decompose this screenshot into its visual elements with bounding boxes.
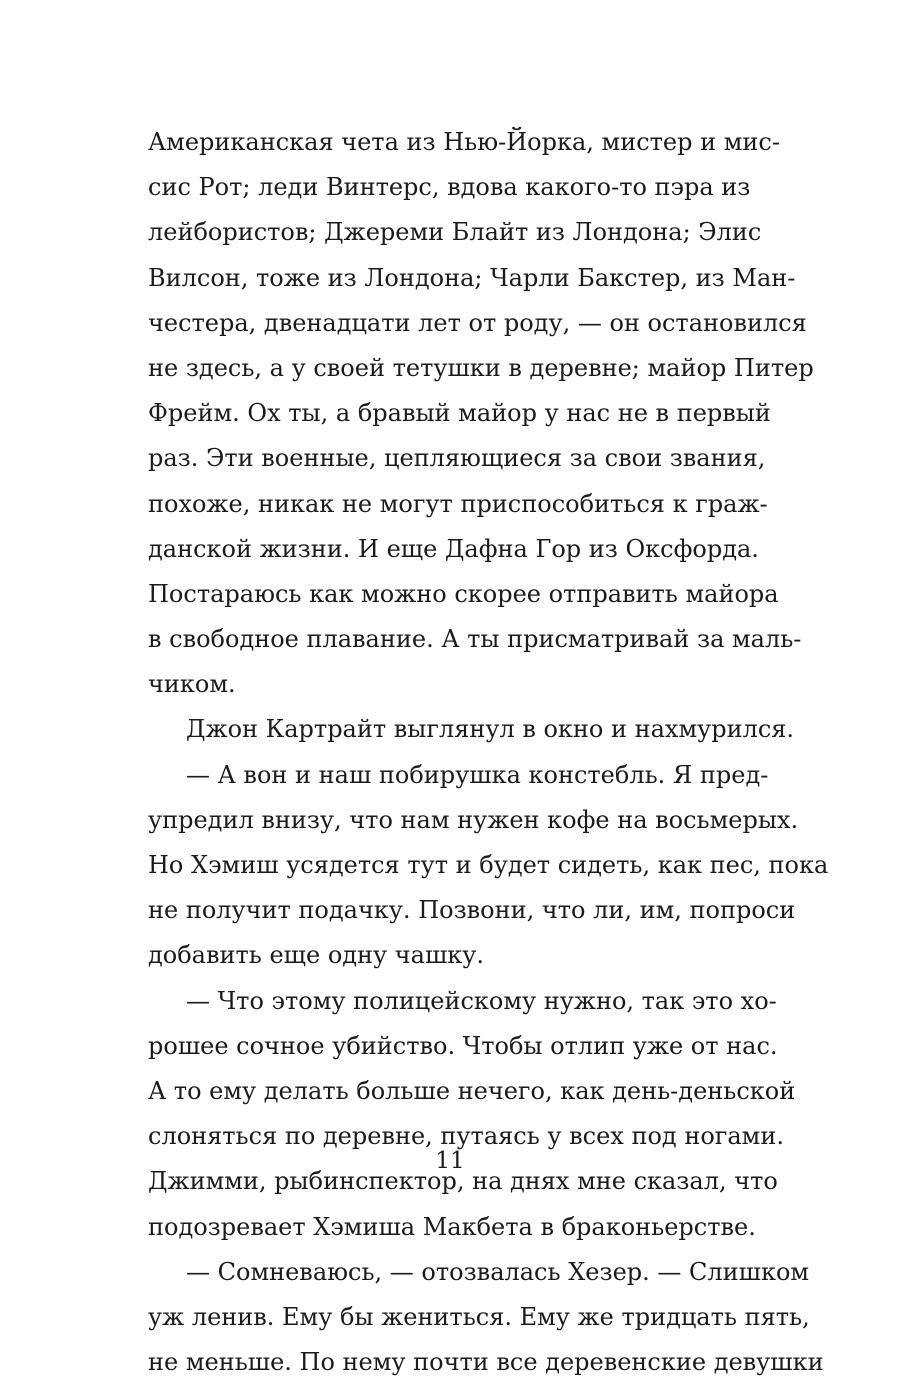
text-line: Джон Картрайт выглянул в окно и нахмурился. — [186, 715, 795, 744]
text-line: подозревает Хэмиша Макбета в браконьерстве. — [148, 1212, 756, 1241]
text-line: лейбористов; Джереми Блайт из Лондона; Элис — [148, 218, 762, 247]
text-line: Вилсон, тоже из Лондона; Чарли Бакстер, из Ман- — [148, 263, 796, 292]
text-line: уж ленив. Ему бы жениться. Ему же тридцать пять, — [148, 1302, 810, 1331]
text-line: добавить еще одну чашку. — [148, 941, 485, 970]
text-line: сис Рот; леди Винтерс, вдова какого-то пэра из — [148, 173, 751, 202]
text-line: раз. Эти военные, цепляющиеся за свои звания, — [148, 444, 766, 473]
text-line: Но Хэмиш усядется тут и будет сидеть, как пес, пока — [148, 851, 829, 879]
text-line: похоже, никак не могут приспособиться к граж- — [148, 489, 768, 518]
text-line: — Что этому полицейскому нужно, так это хо- — [186, 986, 777, 1015]
body-text — [148, 120, 829, 1385]
text-line: в свободное плавание. А ты присматривай за маль- — [148, 625, 802, 654]
text-line: Постараюсь как можно скорее отправить майора — [148, 579, 779, 608]
page-number: 11 — [435, 1148, 465, 1174]
text-line: рошее сочное убийство. Чтобы отлип уже от нас. — [148, 1031, 778, 1060]
text-line: Фрейм. Ох ты, а бравый майор у нас не в первый — [148, 399, 771, 428]
text-line: Американская чета из Нью-Йорка, мистер и мис- — [148, 128, 780, 156]
text-line: не получит подачку. Позвони, что ли, им, попроси — [148, 896, 796, 925]
text-line: упредил внизу, что нам нужен кофе на восьмерых. — [148, 805, 799, 834]
text-line: А то ему делать больше нечего, как день-деньской — [148, 1076, 796, 1105]
text-line: честера, двенадцати лет от роду, — он остановился — [148, 308, 807, 337]
text-line: — Сомневаюсь, — отозвалась Хезер. — Слишком — [186, 1257, 810, 1286]
text-line: Джимми, рыбинспектор, на днях мне сказал, что — [148, 1167, 778, 1196]
text-line: не меньше. По нему почти все деревенские девушки — [148, 1348, 824, 1377]
text-line: слоняться по деревне, путаясь у всех под ногами. — [148, 1122, 784, 1151]
text-line: чиком. — [148, 670, 236, 699]
text-line: не здесь, а у своей тетушки в деревне; майор Питер — [148, 353, 814, 382]
text-line: данской жизни. И еще Дафна Гор из Оксфорда. — [148, 534, 759, 563]
text-line: — А вон и наш побирушка констебль. Я пред- — [186, 760, 769, 789]
